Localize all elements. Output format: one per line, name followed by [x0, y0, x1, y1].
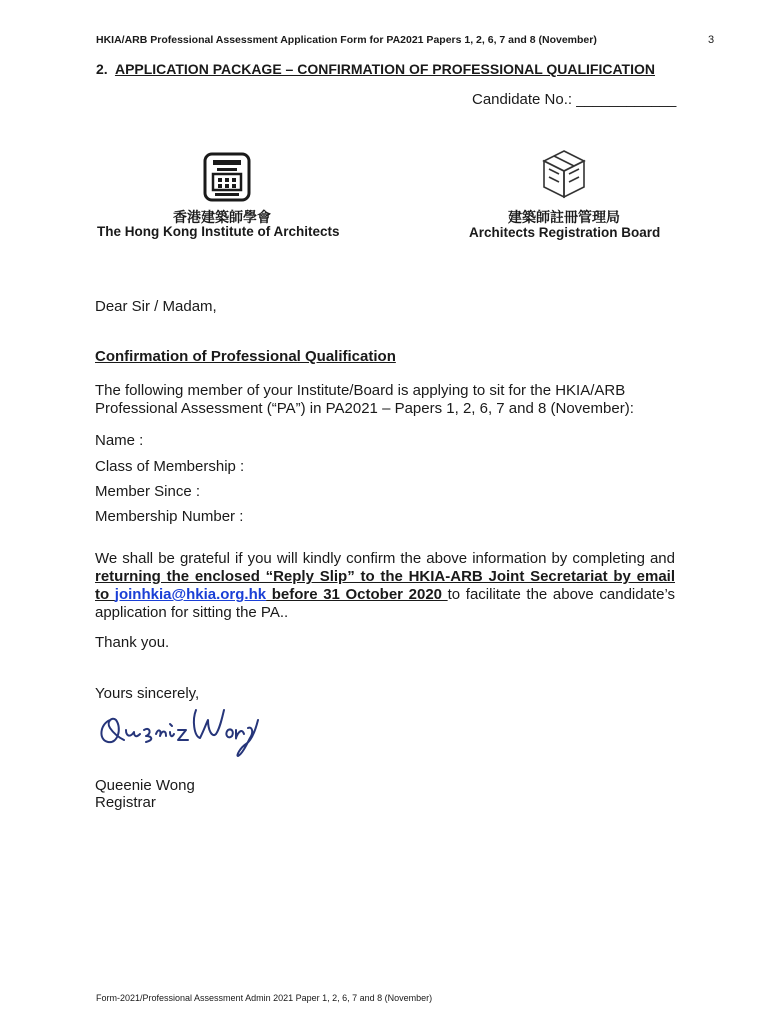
field-member-since: Member Since : — [95, 483, 201, 500]
arb-logo-icon — [541, 149, 587, 199]
email-link[interactable]: joinhkia@hkia.org.hk — [114, 586, 267, 603]
hkia-name-english: The Hong Kong Institute of Architects — [97, 224, 340, 239]
request-text-bold: returning the enclosed “Reply Slip” to the HKIA-ARB Joint Secretariat by email to — [95, 568, 675, 603]
request-paragraph — [95, 550, 675, 622]
request-text-2: to facilitate the above candidate’s application for sitting the PA.. — [95, 586, 676, 621]
document-footer: Form-2021/Professional Assessment Admin 2021 Paper 1, 2, 6, 7 and 8 (November) — [96, 993, 433, 1003]
salutation: Dear Sir / Madam, — [95, 298, 217, 315]
section-heading — [96, 61, 655, 77]
arb-name-chinese: 建築師註冊管理局 — [508, 210, 620, 226]
deadline-text: before 31 October 2020 — [266, 586, 448, 603]
request-text-1: We shall be grateful if you will kindly confirm the above information by completing and — [95, 550, 675, 567]
section-number: 2. — [96, 61, 108, 77]
thanks-text: Thank you. — [95, 634, 170, 651]
field-name: Name : — [95, 432, 144, 449]
closing-text: Yours sincerely, — [95, 685, 200, 702]
signer-title: Registrar — [95, 794, 156, 811]
arb-name-english: Architects Registration Board — [469, 225, 661, 240]
field-class-of-membership: Class of Membership : — [95, 458, 245, 475]
letter-subject: Confirmation of Professional Qualification — [95, 348, 396, 365]
hkia-name-chinese: 香港建築師學會 — [173, 210, 271, 226]
page-number: 3 — [708, 34, 715, 46]
signer-name: Queenie Wong — [95, 777, 195, 794]
candidate-number-field: Candidate No.: ____________ — [472, 91, 677, 108]
intro-paragraph: The following member of your Institute/Board is applying to sit for the HKIA/ARB Professional Assessment (“PA”) in PA2021 – Papers 1, 2, 6, 7 and 8 (November): — [95, 382, 634, 417]
section-title: APPLICATION PACKAGE – CONFIRMATION OF PROFESSIONAL QUALIFICATION — [114, 61, 655, 77]
field-membership-number: Membership Number : — [95, 508, 244, 525]
signature-image — [96, 700, 261, 762]
document-header: HKIA/ARB Professional Assessment Application Form for PA2021 Papers 1, 2, 6, 7 and 8 (November) — [96, 34, 597, 46]
hkia-logo-icon — [203, 152, 251, 202]
